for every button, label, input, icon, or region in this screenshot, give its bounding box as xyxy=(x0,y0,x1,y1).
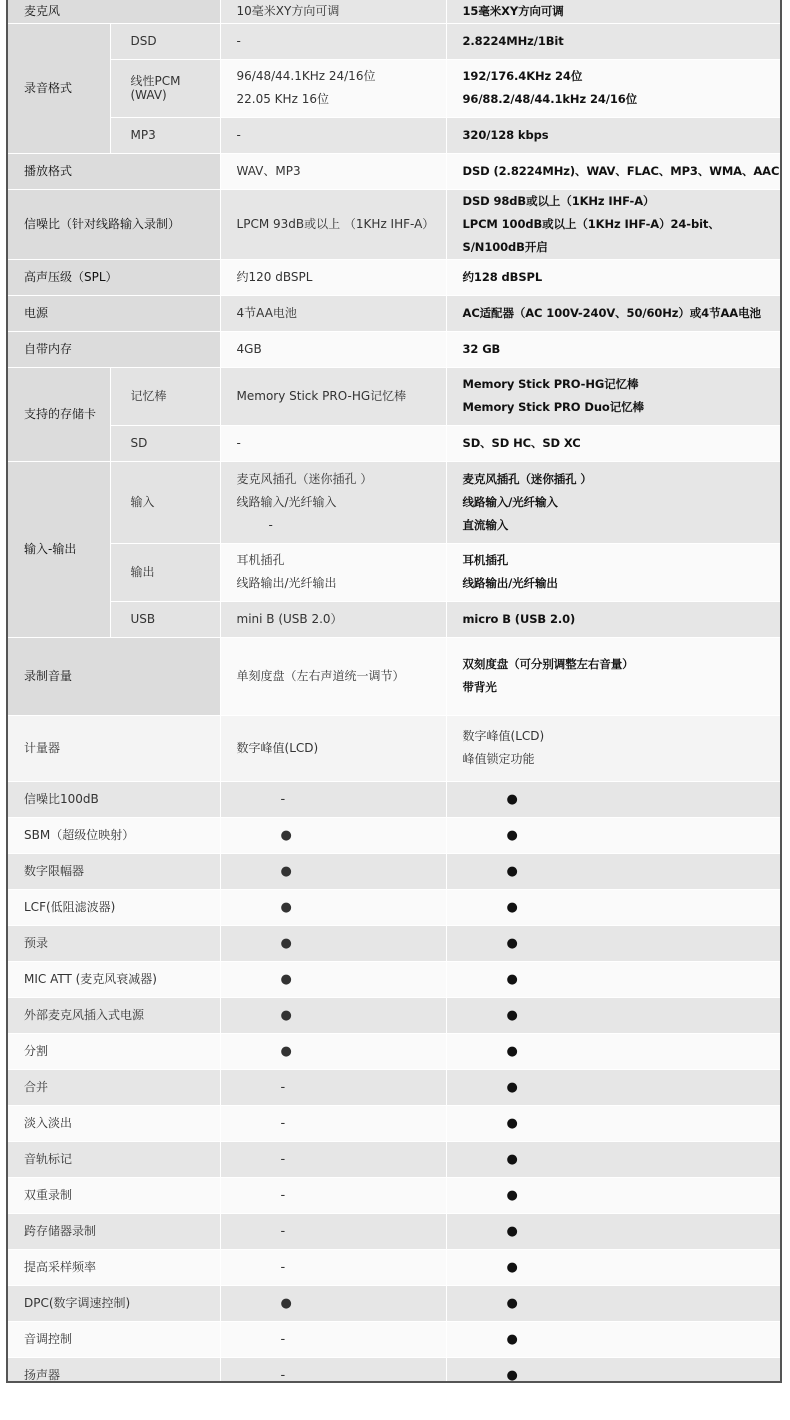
spec-sublabel: DSD xyxy=(110,23,220,59)
feature-label: 数字限幅器 xyxy=(8,853,220,889)
old-model-mark: ● xyxy=(220,853,446,889)
feature-label: MIC ATT (麦克风衰减器) xyxy=(8,961,220,997)
old-model-value: 10毫米XY方向可调 xyxy=(220,0,446,23)
spec-label: 播放格式 xyxy=(8,153,220,189)
old-model-mark: - xyxy=(220,1213,446,1249)
spec-label: 麦克风 xyxy=(8,0,220,23)
old-model-mark: ● xyxy=(220,1285,446,1321)
value-line: 192/176.4KHz 24位 xyxy=(462,69,583,83)
new-model-value: micro B (USB 2.0) xyxy=(446,601,780,637)
feature-label: 合并 xyxy=(8,1069,220,1105)
new-model-value: 32 GB xyxy=(446,331,780,367)
new-model-value: SD、SD HC、SD XC xyxy=(446,425,780,461)
old-model-value: LPCM 93dB或以上 （1KHz IHF-A） xyxy=(220,189,446,259)
new-model-mark: ● xyxy=(446,1285,780,1321)
old-model-value xyxy=(220,59,446,117)
old-model-mark: - xyxy=(220,1141,446,1177)
spec-row-mic xyxy=(8,0,780,23)
feature-list xyxy=(8,781,780,1383)
value-line: Memory Stick PRO-HG记忆棒 xyxy=(462,377,639,391)
value-line: 麦克风插孔（迷你插孔 ） xyxy=(236,471,373,486)
new-model-value xyxy=(446,59,780,117)
new-model-mark: ● xyxy=(446,961,780,997)
new-model-mark: ● xyxy=(446,925,780,961)
feature-row xyxy=(8,1285,780,1321)
value-line: LPCM 100dB或以上（1KHz IHF-A）24-bit、S/N100dB开启 xyxy=(462,216,720,254)
feature-row xyxy=(8,925,780,961)
spec-row-playback xyxy=(8,153,780,189)
feature-row xyxy=(8,1105,780,1141)
old-model-mark: - xyxy=(220,1321,446,1357)
feature-label: SBM（超级位映射） xyxy=(8,817,220,853)
old-model-value: Memory Stick PRO-HG记忆棒 xyxy=(220,367,446,425)
feature-row xyxy=(8,781,780,817)
new-model-value xyxy=(446,189,780,259)
old-model-value xyxy=(220,543,446,601)
old-model-value: 约120 dBSPL xyxy=(220,259,446,295)
spec-label: 录制音量 xyxy=(8,637,220,715)
feature-label: 分割 xyxy=(8,1033,220,1069)
feature-row xyxy=(8,1177,780,1213)
feature-label: 音轨标记 xyxy=(8,1141,220,1177)
spec-row-spl xyxy=(8,259,780,295)
value-line: 耳机插孔 xyxy=(236,553,285,567)
old-model-value: - xyxy=(220,425,446,461)
new-model-mark: ● xyxy=(446,1033,780,1069)
value-line: 带背光 xyxy=(462,680,497,694)
value-line: 麦克风插孔（迷你插孔 ） xyxy=(462,471,592,486)
new-model-value xyxy=(446,715,780,781)
value-line: 96/48/44.1KHz 24/16位 xyxy=(236,69,376,83)
spec-row-dsd xyxy=(8,23,780,59)
new-model-value: 2.8224MHz/1Bit xyxy=(446,23,780,59)
spec-row-usb xyxy=(8,601,780,637)
new-model-mark: ● xyxy=(446,997,780,1033)
old-model-mark: - xyxy=(220,781,446,817)
feature-label: 音调控制 xyxy=(8,1321,220,1357)
feature-label: 淡入淡出 xyxy=(8,1105,220,1141)
spec-sublabel: 输出 xyxy=(110,543,220,601)
old-model-mark: - xyxy=(220,1357,446,1383)
feature-row xyxy=(8,1321,780,1357)
spec-sublabel: 输入 xyxy=(110,461,220,543)
new-model-value xyxy=(446,367,780,425)
spec-row-pcm xyxy=(8,59,780,117)
value-line: - xyxy=(268,517,273,532)
old-model-value xyxy=(220,461,446,543)
spec-row-power xyxy=(8,295,780,331)
old-model-mark: ● xyxy=(220,889,446,925)
old-model-value: 4GB xyxy=(220,331,446,367)
feature-label: 外部麦克风插入式电源 xyxy=(8,997,220,1033)
new-model-mark: ● xyxy=(446,1213,780,1249)
old-model-mark: - xyxy=(220,1249,446,1285)
old-model-value: - xyxy=(220,23,446,59)
spec-group-label: 输入-输出 xyxy=(8,461,110,637)
spec-sublabel: USB xyxy=(110,601,220,637)
spec-sublabel: SD xyxy=(110,425,220,461)
old-model-value: mini B (USB 2.0） xyxy=(220,601,446,637)
value-line: 线路输入/光纤输入 xyxy=(462,494,558,509)
old-model-value: WAV、MP3 xyxy=(220,153,446,189)
value-line: 直流输入 xyxy=(462,517,509,532)
new-model-mark: ● xyxy=(446,1357,780,1383)
sublabel-line: (WAV) xyxy=(130,88,167,102)
feature-row xyxy=(8,997,780,1033)
spec-label: 高声压级（SPL） xyxy=(8,259,220,295)
feature-row xyxy=(8,1141,780,1177)
spec-row-rec-level xyxy=(8,637,780,715)
value-line: 峰值锁定功能 xyxy=(462,752,535,766)
new-model-value: 约128 dBSPL xyxy=(446,259,780,295)
new-model-mark: ● xyxy=(446,889,780,925)
old-model-value: 4节AA电池 xyxy=(220,295,446,331)
value-line: 96/88.2/48/44.1kHz 24/16位 xyxy=(462,92,638,106)
old-model-mark: ● xyxy=(220,925,446,961)
new-model-value xyxy=(446,543,780,601)
feature-label: 跨存储器录制 xyxy=(8,1213,220,1249)
old-model-mark: - xyxy=(220,1069,446,1105)
feature-row xyxy=(8,1033,780,1069)
spec-comparison-sheet xyxy=(6,0,782,1383)
feature-row xyxy=(8,1249,780,1285)
feature-row xyxy=(8,817,780,853)
spec-label: 电源 xyxy=(8,295,220,331)
old-model-value: 数字峰值(LCD) xyxy=(220,715,446,781)
spec-sublabel: 记忆棒 xyxy=(110,367,220,425)
feature-label: 信噪比100dB xyxy=(8,781,220,817)
feature-label: 双重录制 xyxy=(8,1177,220,1213)
old-model-mark: ● xyxy=(220,997,446,1033)
value-line: Memory Stick PRO Duo记忆棒 xyxy=(462,400,644,414)
new-model-mark: ● xyxy=(446,1321,780,1357)
spec-label: 计量器 xyxy=(8,715,220,781)
spec-row-memory xyxy=(8,331,780,367)
value-line: 22.05 KHz 16位 xyxy=(236,92,329,106)
feature-row xyxy=(8,961,780,997)
feature-label: 预录 xyxy=(8,925,220,961)
old-model-mark: ● xyxy=(220,1033,446,1069)
new-model-mark: ● xyxy=(446,817,780,853)
new-model-value: 320/128 kbps xyxy=(446,117,780,153)
spec-label: 信噪比（针对线路输入录制） xyxy=(8,189,220,259)
old-model-mark: - xyxy=(220,1105,446,1141)
new-model-value: DSD (2.8224MHz)、WAV、FLAC、MP3、WMA、AAC xyxy=(446,153,780,189)
feature-row xyxy=(8,853,780,889)
spec-row-meter xyxy=(8,715,780,781)
feature-label: DPC(数字调速控制) xyxy=(8,1285,220,1321)
feature-row xyxy=(8,1069,780,1105)
old-model-mark: ● xyxy=(220,961,446,997)
new-model-mark: ● xyxy=(446,1249,780,1285)
new-model-mark: ● xyxy=(446,1105,780,1141)
old-model-value: - xyxy=(220,117,446,153)
value-line: 双刻度盘（可分别调整左右音量） xyxy=(462,657,634,671)
value-line: 数字峰值(LCD) xyxy=(462,729,545,743)
spec-row-snr xyxy=(8,189,780,259)
spec-sublabel xyxy=(110,59,220,117)
feature-row xyxy=(8,1213,780,1249)
new-model-value xyxy=(446,637,780,715)
spec-row-memory-stick xyxy=(8,367,780,425)
value-line: DSD 98dB或以上（1KHz IHF-A） xyxy=(462,193,655,208)
value-line: 耳机插孔 xyxy=(462,553,509,567)
new-model-value: 15毫米XY方向可调 xyxy=(446,0,780,23)
new-model-mark: ● xyxy=(446,1141,780,1177)
new-model-value: AC适配器（AC 100V-240V、50/60Hz）或4节AA电池 xyxy=(446,295,780,331)
spec-row-input xyxy=(8,461,780,543)
spec-comparison-table xyxy=(8,0,780,1383)
spec-sublabel: MP3 xyxy=(110,117,220,153)
feature-row xyxy=(8,1357,780,1383)
spec-row-sd xyxy=(8,425,780,461)
value-line: 线路输入/光纤输入 xyxy=(236,494,337,509)
new-model-mark: ● xyxy=(446,853,780,889)
value-line: 线路输出/光纤输出 xyxy=(462,576,558,590)
spec-group-label: 支持的存储卡 xyxy=(8,367,110,461)
value-line: 线路输出/光纤输出 xyxy=(236,576,337,590)
feature-label: 提高采样频率 xyxy=(8,1249,220,1285)
feature-label: LCF(低阻滤波器) xyxy=(8,889,220,925)
spec-row-output xyxy=(8,543,780,601)
new-model-mark: ● xyxy=(446,1069,780,1105)
sublabel-line: 线性PCM xyxy=(130,74,181,88)
feature-row xyxy=(8,889,780,925)
new-model-mark: ● xyxy=(446,781,780,817)
feature-label: 扬声器 xyxy=(8,1357,220,1383)
old-model-mark: - xyxy=(220,1177,446,1213)
spec-label: 自带内存 xyxy=(8,331,220,367)
new-model-mark: ● xyxy=(446,1177,780,1213)
new-model-value xyxy=(446,461,780,543)
old-model-value: 单刻度盘（左右声道统一调节） xyxy=(220,637,446,715)
spec-row-mp3 xyxy=(8,117,780,153)
spec-group-label: 录音格式 xyxy=(8,23,110,153)
old-model-mark: ● xyxy=(220,817,446,853)
